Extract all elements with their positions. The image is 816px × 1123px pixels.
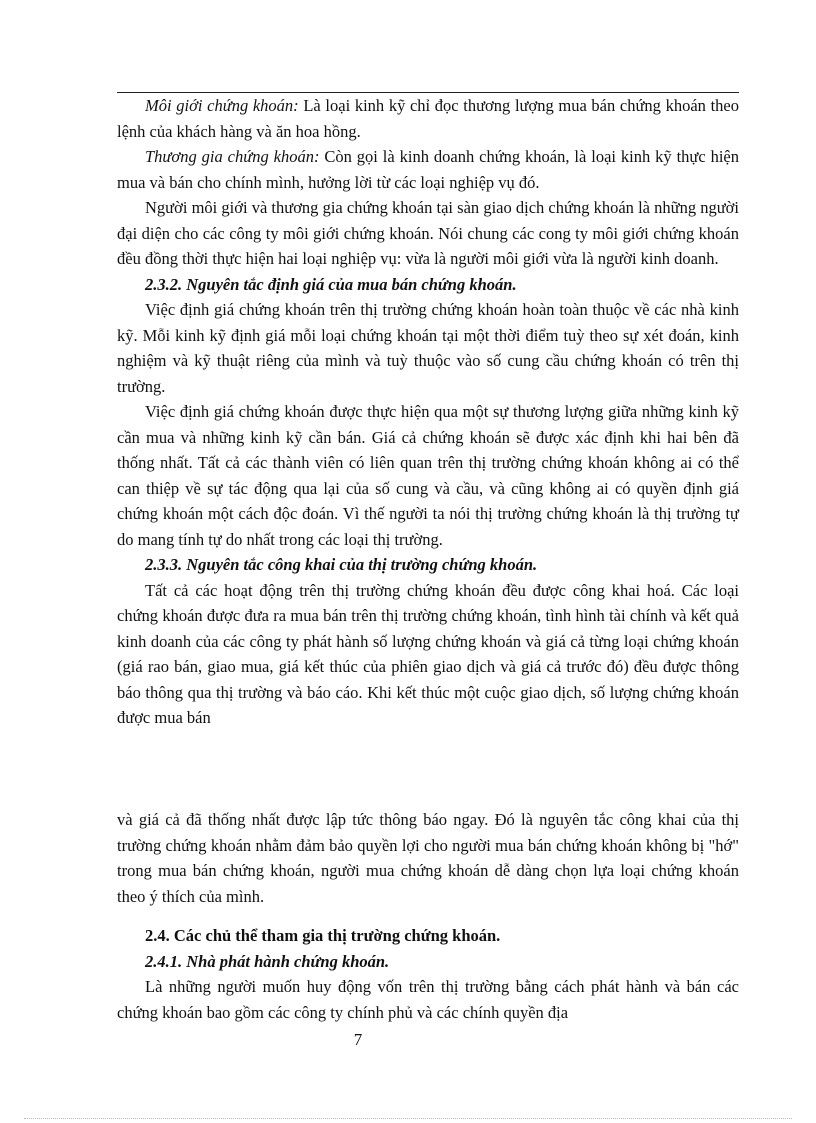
term-broker: Môi giới chứng khoán:	[145, 96, 299, 115]
paragraph-pricing-2: Việc định giá chứng khoán được thực hiện qua một sự thương lượng giữa những kinh kỹ cần mua và những kinh kỹ cần bán. Giá cả chứng khoán sẽ được xác định khi hai bên đã thống nhất. Tất cả các thành viên có liên quan trên thị trường chứng khoán không ai có thể can thiệp về sự tác động qua lại của số cung và cầu, và cũng không ai có quyền định giá chứng khoán một cách độc đoán. Vì thế người ta nói thị trường chứng khoán là thị trường tự do mang tính tự do nhất trong các loại thị trường.	[117, 402, 739, 549]
paragraph-pricing-1: Việc định giá chứng khoán trên thị trường chứng khoán hoàn toàn thuộc về các nhà kinh kỹ. Mỗi kinh kỹ định giá mỗi loại chứng khoán tại một thời điểm tuỳ theo sự xét đoán, kinh nghiệm và kỹ thuật riêng của mình và tuỳ thuộc vào số cung cầu chứng khoán có trên thị trường.	[117, 300, 739, 396]
spacer	[117, 909, 739, 923]
paragraph-brokers-dealers: Người môi giới và thương gia chứng khoán tại sàn giao dịch chứng khoán là những người đại diện cho các công ty môi giới chứng khoán. Nói chung các cong ty môi giới chứng khoán đều đồng thời thực hiện hai loại nghiệp vụ: vừa là người môi giới vừa là người kinh doanh.	[117, 198, 739, 268]
text-block-lower	[117, 807, 739, 1025]
heading-2-3-3: 2.3.3. Nguyên tắc công khai của thị trường chứng khoán.	[145, 555, 538, 574]
term-dealer: Thương gia chứng khoán:	[145, 147, 320, 166]
paragraph-disclosure-cont: và giá cả đã thống nhất được lập tức thông báo ngay. Đó là nguyên tắc công khai của thị trường chứng khoán nhằm đảm bảo quyền lợi cho người mua bán chứng khoán không bị "hớ" trong mua bán chứng khoán, người mua chứng khoán dễ dàng chọn lựa loại chứng khoán theo ý thích của mình.	[117, 810, 739, 906]
paragraph-disclosure: Tất cả các hoạt động trên thị trường chứng khoán đều được công khai hoá. Các loại chứng khoán được đưa ra mua bán trên thị trường chứng khoán, tình hình tài chính và kết quả kinh doanh của các công ty phát hành số lượng chứng khoán và giá cả từng loại chứng khoán (giá rao bán, giao mua, giá kết thúc của phiên giao dịch và giá cả trước đó) đều được thông báo thông qua thị trường và báo cáo. Khi kết thúc một cuộc giao dịch, số lượng chứng khoán được mua bán	[117, 580, 739, 727]
heading-2-3-2: 2.3.2. Nguyên tắc định giá của mua bán chứng khoán.	[145, 274, 517, 294]
heading-2-4-1: 2.4.1. Nhà phát hành chứng khoán.	[145, 951, 390, 971]
paragraph-dealer-text: Còn gọi là kinh doanh chứng khoán, là loại kinh kỹ thực hiện mua và bán cho chính mình, hưởng lời từ các loại nghiệp vụ đó.	[117, 147, 739, 192]
paragraph-dealer	[117, 144, 739, 195]
paragraph-broker	[117, 93, 739, 144]
paragraph-issuer: Là những người muốn huy động vốn trên thị trường bằng cách phát hành và bán các chứng khoán bao gồm các công ty chính phủ và các chính quyền địa	[117, 977, 739, 1022]
page-bottom-border	[24, 1118, 792, 1119]
heading-2-4: 2.4. Các chủ thể tham gia thị trường chứng khoán.	[145, 926, 501, 945]
page-number: 7	[353, 1030, 363, 1049]
paragraph-broker-text: Là loại kinh kỹ chỉ đọc thương lượng mua bán chứng khoán theo lệnh của khách hàng và ăn hoa hồng.	[117, 96, 739, 141]
text-block-upper	[117, 93, 739, 731]
